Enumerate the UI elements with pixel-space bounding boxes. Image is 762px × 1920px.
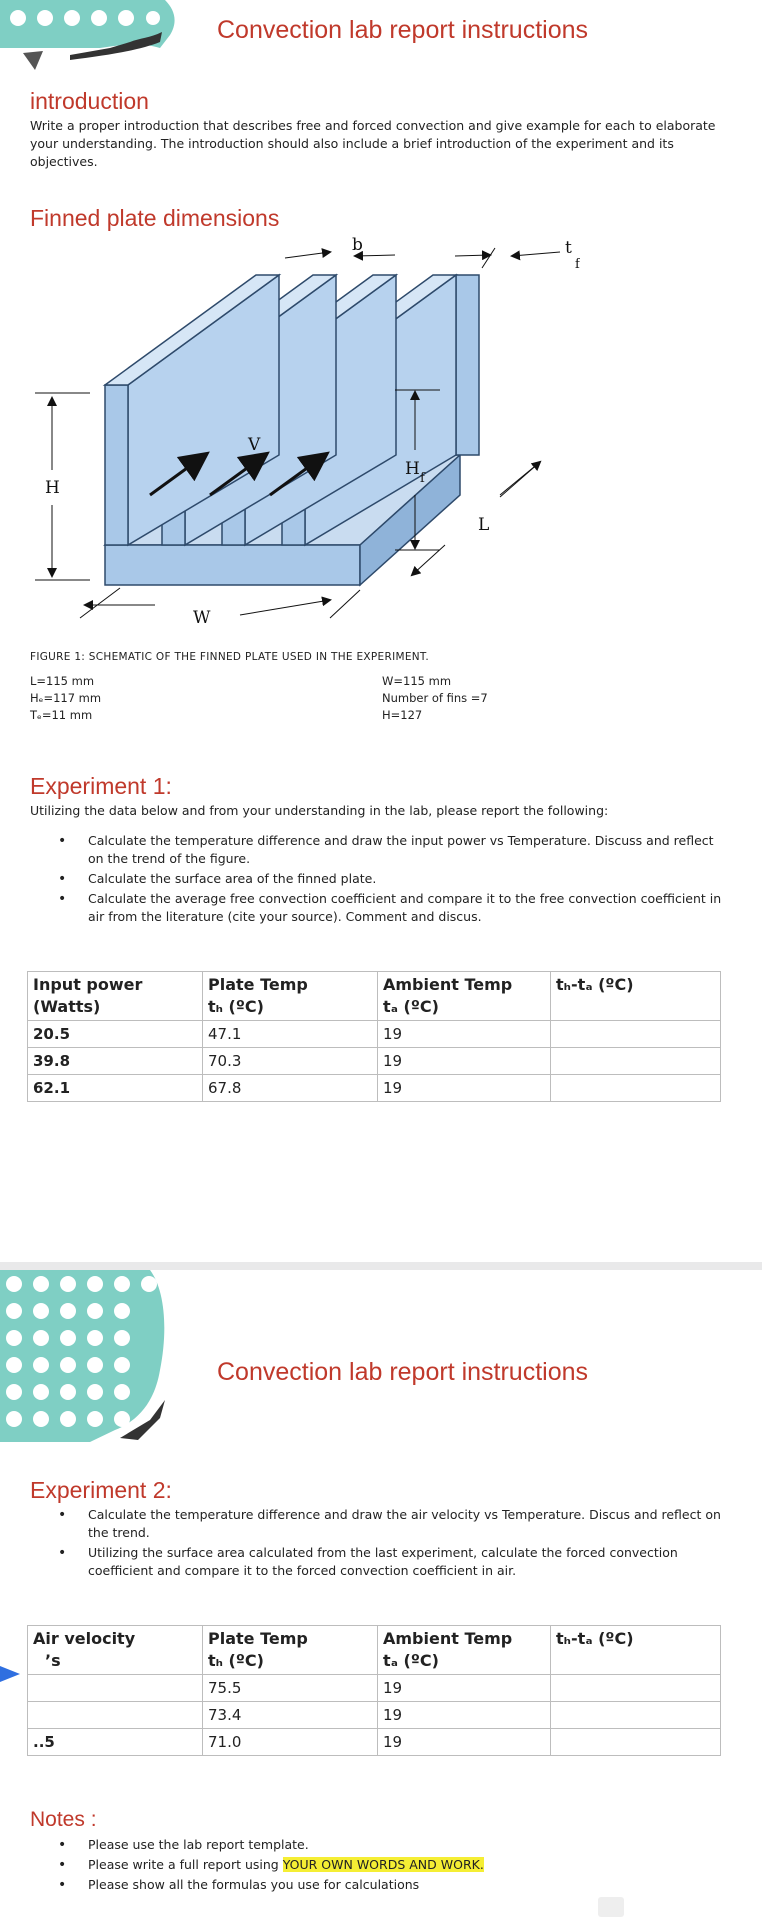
introduction-text: Write a proper introduction that describes free and forced convection and give example for each to elaborate your understanding. The introduction should also include a brief introduction of the experiment and its objectives.: [30, 118, 716, 169]
label-tf-sub: f: [575, 257, 580, 272]
decorative-dot: [60, 1411, 76, 1427]
experiment-2-heading: Experiment 2:: [30, 1477, 172, 1503]
table-row: [28, 1021, 721, 1048]
decorative-dot: [87, 1384, 103, 1400]
bullet-item: • Calculate the temperature difference and draw the input power vs Temperature. Discuss and reflect on the trend of the figure.: [30, 832, 730, 868]
decorative-dots-grid: [0, 1270, 170, 1450]
introduction-heading: introduction: [30, 88, 149, 114]
decorative-dot: [87, 1303, 103, 1319]
cell: 19: [378, 1021, 551, 1048]
cell: [551, 1729, 721, 1756]
cell: 20.5: [28, 1021, 203, 1048]
cell: [28, 1675, 203, 1702]
decorative-dot: [6, 1357, 22, 1373]
header-air-velocity: Air velocity ’s: [28, 1626, 203, 1675]
table-row: [28, 1729, 721, 1756]
label-l: L: [478, 515, 490, 535]
decorative-dot: [87, 1276, 103, 1292]
bullet-item: • Calculate the temperature difference and draw the air velocity vs Temperature. Discus and reflect on the trend.: [30, 1506, 730, 1542]
base-front-face: [105, 545, 360, 585]
decorative-dot: [114, 1276, 130, 1292]
page-separator: [0, 1262, 762, 1270]
decorative-dot: [60, 1303, 76, 1319]
decorative-dot: [33, 1330, 49, 1346]
header-ambient-temp: Ambient Temp tₐ (ºC): [378, 972, 551, 1021]
cell: [551, 1675, 721, 1702]
cell: 70.3: [203, 1048, 378, 1075]
page-corner-box: [598, 1897, 624, 1917]
decorative-dot: [33, 1276, 49, 1292]
decorative-dot: [60, 1357, 76, 1373]
cell: 19: [378, 1729, 551, 1756]
cell: [551, 1702, 721, 1729]
notes-heading: Notes :: [30, 1808, 97, 1831]
dim-fins: Number of fins =7: [382, 691, 488, 705]
decorative-dot: [33, 1357, 49, 1373]
decorative-dot: [87, 1411, 103, 1427]
cell: 19: [378, 1675, 551, 1702]
note-item: • Please show all the formulas you use for calculations: [30, 1876, 730, 1894]
finned-plate-figure: [20, 225, 580, 625]
dim-h: H=127: [382, 708, 423, 722]
dim-w: W=115 mm: [382, 674, 452, 688]
cell: 19: [378, 1075, 551, 1102]
label-v: V: [248, 435, 261, 455]
dims-left: [30, 673, 101, 724]
cell: [551, 1048, 721, 1075]
fin-1-front: [105, 385, 128, 545]
label-hf-sub: f: [420, 471, 425, 486]
label-w: W: [193, 608, 211, 625]
table-row: [28, 1075, 721, 1102]
cell: [551, 1075, 721, 1102]
decorative-dot: [114, 1411, 130, 1427]
dim-hf: Hₑ=117 mm: [30, 691, 102, 705]
cell: ..5: [28, 1729, 203, 1756]
header-input-power: Input power (Watts): [28, 972, 203, 1021]
experiment-1-heading: Experiment 1:: [30, 773, 172, 799]
label-hf: H: [405, 459, 420, 479]
table-header-row: [28, 972, 721, 1021]
experiment-1-intro: Utilizing the data below and from your understanding in the lab, please report the following:: [30, 803, 609, 818]
decorative-dots-header: [0, 0, 180, 70]
bullet-item: • Calculate the average free convection coefficient and compare it to the free convection coefficient in air from the literature (cite your source). Comment and discus.: [30, 890, 730, 926]
decorative-dot: [60, 1384, 76, 1400]
decorative-dot: [87, 1330, 103, 1346]
experiment-2-table: [27, 1625, 721, 1756]
decorative-dot: [114, 1384, 130, 1400]
notes-list: [30, 1836, 730, 1896]
label-h: H: [45, 478, 60, 498]
header-temp-diff: tₕ-tₐ (ºC): [551, 972, 721, 1021]
table-row: [28, 1675, 721, 1702]
blue-marker-icon: [0, 1660, 28, 1696]
dim-w-right: [240, 600, 330, 615]
header-plate-temp: Plate Temp tₕ (ºC): [203, 1626, 378, 1675]
table-row: [28, 1048, 721, 1075]
decorative-dot: [33, 1384, 49, 1400]
cell: [28, 1702, 203, 1729]
highlighted-text: YOUR OWN WORDS AND WORK.: [282, 1857, 484, 1872]
cell: 39.8: [28, 1048, 203, 1075]
header-ambient-temp: Ambient Temp tₐ (ºC): [378, 1626, 551, 1675]
label-b: b: [352, 235, 363, 255]
note-item: • Please write a full report using YOUR OWN WORDS AND WORK.: [30, 1856, 730, 1874]
experiment-2-bullets: [30, 1506, 730, 1582]
finned-plate-heading: Finned plate dimensions: [30, 205, 280, 231]
cell: 62.1: [28, 1075, 203, 1102]
experiment-1-bullets: [30, 832, 730, 928]
table-header-row: [28, 1626, 721, 1675]
cell: 19: [378, 1048, 551, 1075]
decorative-dot: [60, 1276, 76, 1292]
dim-l: L=115 mm: [30, 674, 95, 688]
decorative-dot: [114, 1303, 130, 1319]
cell: [551, 1021, 721, 1048]
decorative-dot: [114, 1357, 130, 1373]
experiment-1-table: [27, 971, 721, 1102]
header-temp-diff: tₕ-tₐ (ºC): [551, 1626, 721, 1675]
fin-4-side: [456, 275, 479, 455]
dims-right: [382, 673, 488, 724]
dim-tf: Tₑ=11 mm: [30, 708, 93, 722]
decorative-dot: [6, 1411, 22, 1427]
note-item: • Please use the lab report template.: [30, 1836, 730, 1854]
cell: 73.4: [203, 1702, 378, 1729]
label-tf: t: [565, 238, 572, 258]
decorative-dot: [6, 1330, 22, 1346]
bullet-item: • Calculate the surface area of the finned plate.: [30, 870, 730, 888]
decorative-dot: [141, 1276, 157, 1292]
figure-caption: FIGURE 1: SCHEMATIC OF THE FINNED PLATE USED IN THE EXPERIMENT.: [30, 651, 430, 663]
decorative-dot: [6, 1384, 22, 1400]
decorative-dot: [114, 1330, 130, 1346]
cell: 75.5: [203, 1675, 378, 1702]
page-2: [0, 1270, 762, 1920]
cell: 19: [378, 1702, 551, 1729]
decorative-dot: [6, 1276, 22, 1292]
decorative-dot: [87, 1357, 103, 1373]
decorative-dot: [60, 1330, 76, 1346]
decorative-dot: [6, 1303, 22, 1319]
cell: 71.0: [203, 1729, 378, 1756]
decorative-dot: [33, 1411, 49, 1427]
page-2-title: Convection lab report instructions: [217, 1358, 589, 1386]
cell: 47.1: [203, 1021, 378, 1048]
table-row: [28, 1702, 721, 1729]
header-plate-temp: Plate Temp tₕ (ºC): [203, 972, 378, 1021]
page-title: Convection lab report instructions: [217, 16, 589, 44]
decorative-dot: [33, 1303, 49, 1319]
cell: 67.8: [203, 1075, 378, 1102]
bullet-item: • Utilizing the surface area calculated from the last experiment, calculate the forced convection coefficient and compare it to the forced convection coefficient in air.: [30, 1544, 730, 1580]
